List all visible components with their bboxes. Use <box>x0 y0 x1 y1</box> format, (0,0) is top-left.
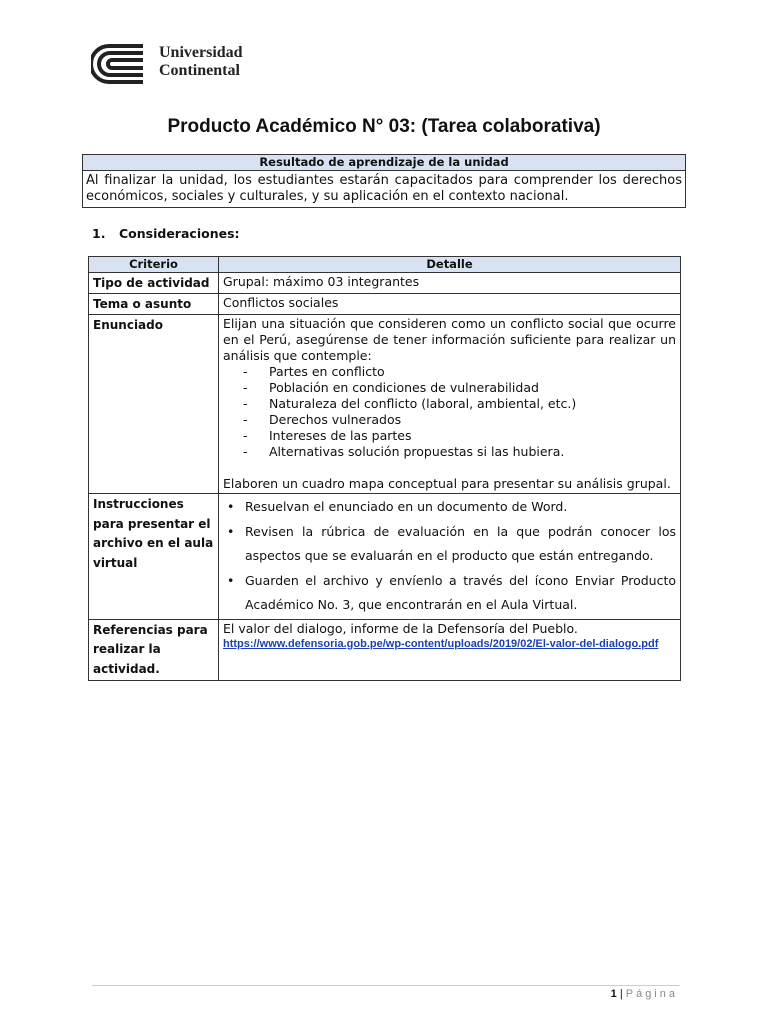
criterio-enunciado: Enunciado <box>89 315 219 494</box>
page-title: Producto Académico N° 03: (Tarea colaborativa) <box>167 116 601 137</box>
list-item: - Intereses de las partes <box>243 428 676 444</box>
detalle-tipo: Grupal: máximo 03 integrantes <box>219 273 681 294</box>
section-number: 1. <box>92 226 106 241</box>
university-logo <box>91 42 271 86</box>
logo-c-mark-icon <box>91 42 151 86</box>
logo-line2: Continental <box>159 62 240 79</box>
logo-text <box>159 44 243 80</box>
list-item: - Derechos vulnerados <box>243 412 676 428</box>
list-item: - Naturaleza del conflicto (laboral, ambiental, etc.) <box>243 396 676 412</box>
detalle-instrucciones <box>219 494 681 620</box>
criterio-instrucciones: Instrucciones para presentar el archivo en el aula virtual <box>89 494 219 620</box>
table-header-row <box>89 257 681 273</box>
list-item: - Partes en conflicto <box>243 364 676 380</box>
criterio-tema: Tema o asunto <box>89 294 219 315</box>
table-row <box>89 619 681 681</box>
list-item: • Guarden el archivo y envíenlo a través del ícono Enviar Producto Académico No. 3, que encontrarán en el Aula Virtual. <box>225 569 676 618</box>
table-row <box>89 315 681 494</box>
list-item: • Revisen la rúbrica de evaluación en la que podrán conocer los aspectos que se evaluarán en el producto que están entregando. <box>225 520 676 569</box>
learning-outcome-header: Resultado de aprendizaje de la unidad <box>83 155 686 171</box>
table-row <box>89 273 681 294</box>
list-item: - Alternativas solución propuestas si las hubiera. <box>243 444 676 460</box>
referencias-text: El valor del dialogo, informe de la Defensoría del Pueblo. <box>223 620 578 636</box>
table-row <box>89 494 681 620</box>
enunciado-intro: Elijan una situación que consideren como un conflicto social que ocurre en el Perú, asegúrense de tener información suficiente para realizar un análisis que contemple: <box>223 316 676 363</box>
list-item: - Población en condiciones de vulnerabilidad <box>243 380 676 396</box>
footer-divider <box>92 985 680 986</box>
considerations-table <box>88 256 681 681</box>
criterio-referencias: Referencias para realizar la actividad. <box>89 619 219 681</box>
detalle-tema: Conflictos sociales <box>219 294 681 315</box>
footer-separator: | <box>619 988 623 1000</box>
learning-outcome-table <box>82 154 686 208</box>
defensoria-report-link[interactable]: https://www.defensoria.gob.pe/wp-content/uploads/2019/02/El-valor-del-dialogo.pdf <box>223 637 659 650</box>
detalle-enunciado <box>219 315 681 494</box>
instrucciones-list <box>223 495 676 618</box>
section-label: Consideraciones: <box>119 226 240 241</box>
page-number: 1 <box>610 988 617 1000</box>
section-heading <box>92 226 240 241</box>
detalle-referencias <box>219 619 681 681</box>
page-footer <box>611 988 678 1000</box>
enunciado-list <box>223 364 676 460</box>
table-row <box>89 294 681 315</box>
learning-outcome-text: Al finalizar la unidad, los estudiantes estarán capacitados para comprender los derechos económicos, sociales y culturales, y su aplicación en el contexto nacional. <box>83 171 686 208</box>
criterio-tipo: Tipo de actividad <box>89 273 219 294</box>
column-header-detalle: Detalle <box>219 257 681 273</box>
logo-line1: Universidad <box>159 44 243 61</box>
column-header-criterio: Criterio <box>89 257 219 273</box>
page-word: Página <box>625 988 678 1000</box>
list-item: • Resuelvan el enunciado en un documento de Word. <box>225 495 676 520</box>
enunciado-closing: Elaboren un cuadro mapa conceptual para presentar su análisis grupal. <box>223 476 671 491</box>
